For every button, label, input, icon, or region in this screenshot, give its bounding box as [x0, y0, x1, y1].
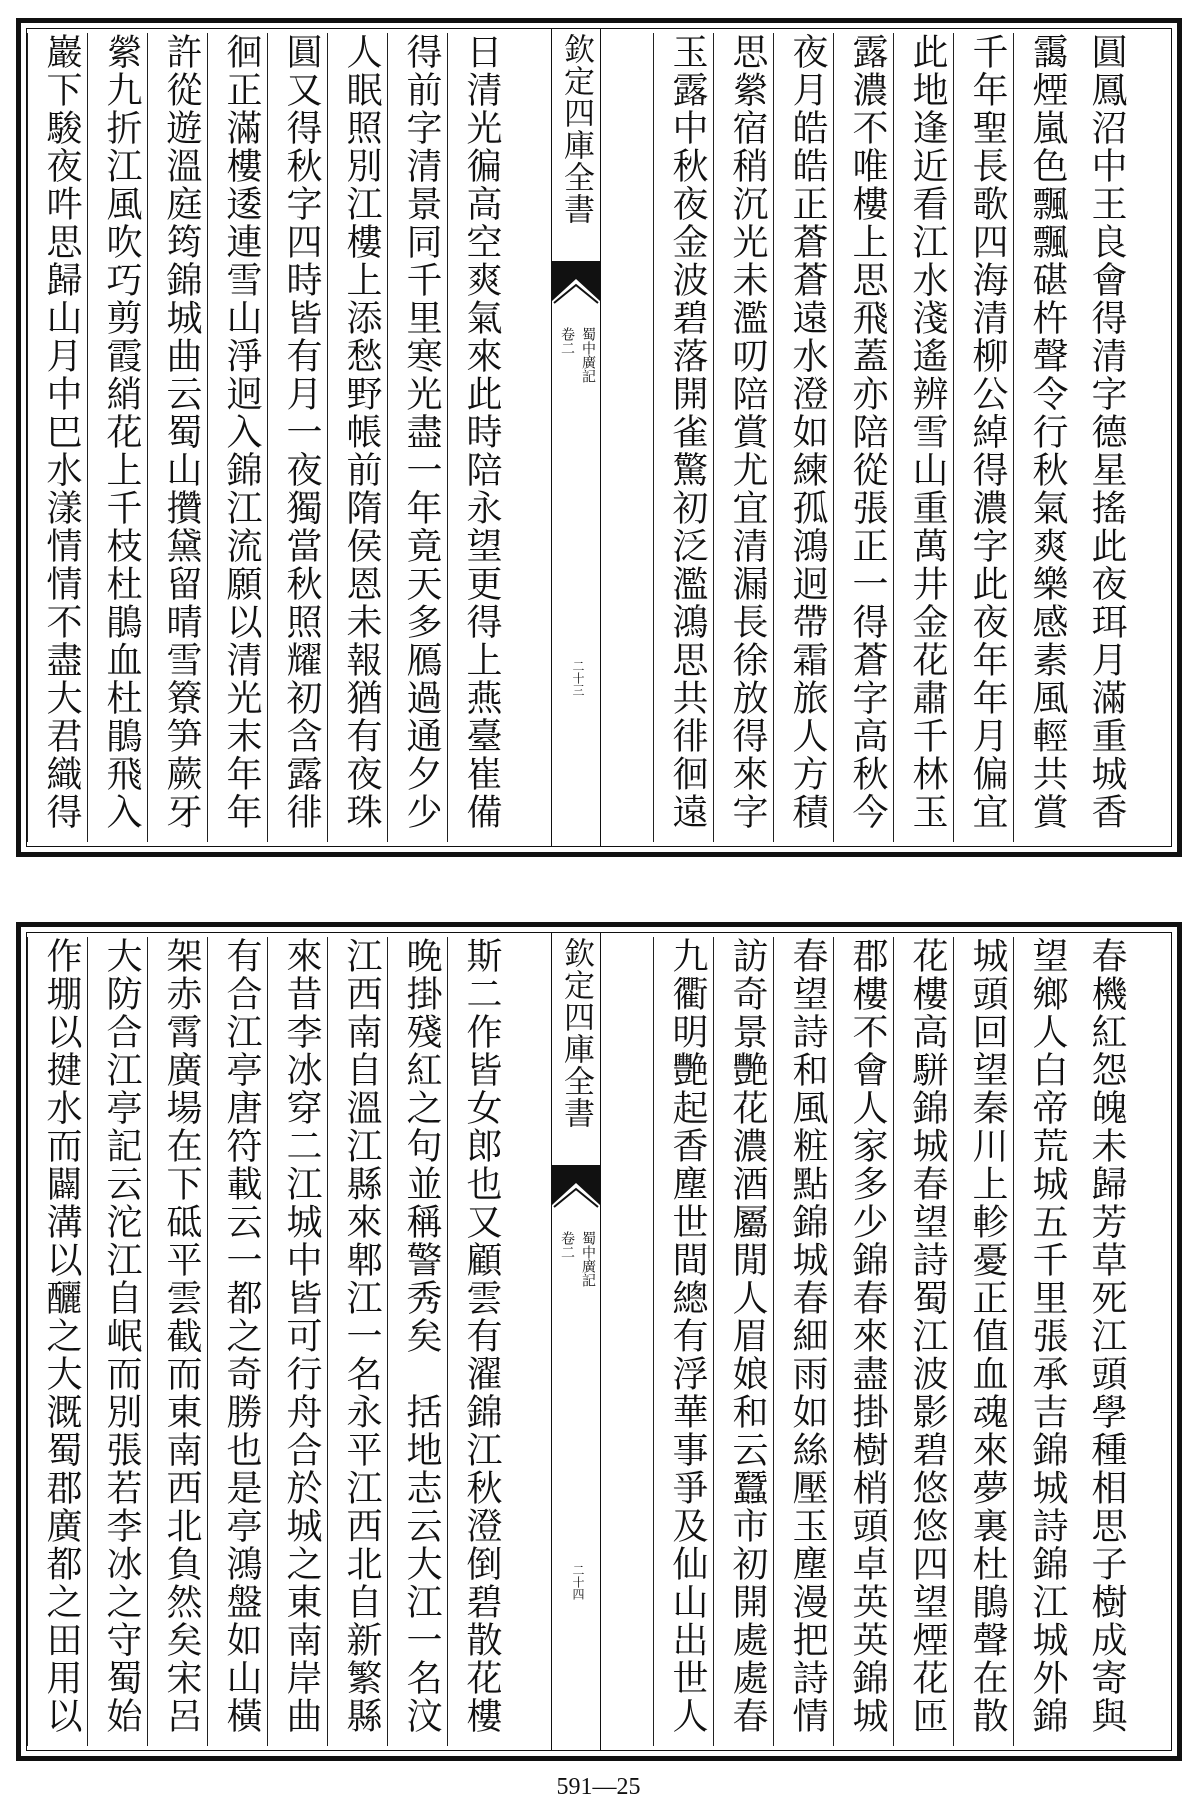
text-column: 九衢明艷起香塵世間總有浮華事爭及仙山出世人 [653, 937, 714, 1746]
text-column: 有合江亭唐符載云一都之奇勝也是亭鴻盤如山橫 [207, 937, 268, 1746]
page-number: 591—25 [556, 1774, 641, 1800]
text-column: 斯二作皆女郎也又顧雲有濯錦江秋澄倒碧散花樓 [447, 937, 508, 1746]
text-column: 郡樓不會人家多少錦春來盡掛樹梢頭卓英英錦城 [833, 937, 894, 1746]
fish-tail-icon [552, 261, 600, 305]
text-column: 露濃不唯樓上思飛蓋亦陪從張正一得蒼字高秋今 [833, 33, 894, 842]
page-top [16, 18, 1182, 857]
text-column: 許從遊溫庭筠錦城曲云蜀山攢黛留晴雪簝笋蕨牙 [147, 33, 208, 842]
text-column: 靄煙嵐色飄飄碪杵聲令行秋氣爽樂感素風輕共賞 [1013, 33, 1074, 842]
text-column: 架赤霄廣場在下砥平雲截而東南西北負然矣宋呂 [147, 937, 208, 1746]
text-column: 望鄉人白帝荒城五千里張承吉錦城詩錦江城外錦 [1013, 937, 1074, 1746]
text-column: 晚掛殘紅之句並稱警秀矣 括地志云大江一名汶 [387, 937, 448, 1746]
text-column: 得前字清景同千里寒光盡一年竟天多鴈過通夕少 [387, 33, 448, 842]
text-column: 圓又得秋字四時皆有月一夜獨當秋照耀初含露徘 [267, 33, 328, 842]
page-bottom-frame [26, 932, 1172, 1751]
text-column: 玉露中秋夜金波碧落開雀驚初泛濫鴻思共徘徊遠 [653, 33, 714, 842]
text-column: 徊正滿樓逶連雪山淨迥入錦江流願以清光末年年 [207, 33, 268, 842]
library-title: 欽定四庫全書 [558, 937, 594, 1129]
text-column: 大防合江亭記云沱江自岷而別張若李冰之守蜀始 [87, 937, 148, 1746]
fish-tail-icon [552, 1165, 600, 1209]
text-column: 夜月皓皓正蒼蒼遠水澄如練孤鴻迥帶霜旅人方積 [773, 33, 834, 842]
text-column: 千年聖長歌四海清柳公綽得濃字此夜年年月偏宜 [953, 33, 1014, 842]
juan-number: 卷二 [559, 327, 575, 355]
text-column: 訪奇景艷花濃酒屬閒人眉娘和云蠶市初開處處春 [713, 937, 774, 1746]
page-bottom [16, 922, 1182, 1761]
text-column: 花樓高駢錦城春望詩蜀江波影碧悠悠四望煙花匝 [893, 937, 954, 1746]
text-column: 圓鳳沼中王良會得清字德星搖此夜珥月滿重城香 [1086, 33, 1127, 831]
book-title: 蜀中廣記 [580, 1231, 596, 1287]
book-title: 蜀中廣記 [580, 327, 596, 383]
text-column: 人眠照別江樓上添愁野帳前隋侯恩未報猶有夜珠 [327, 33, 388, 842]
center-margin [551, 933, 601, 1750]
text-column: 春機紅怨魄未歸芳草死江頭學種相思子樹成寄與 [1086, 937, 1127, 1735]
center-margin [551, 29, 601, 846]
text-column: 日清光徧高空爽氣來此時陪永望更得上燕臺崔備 [447, 33, 508, 842]
library-title: 欽定四庫全書 [558, 33, 594, 225]
juan-number: 卷二 [559, 1231, 575, 1259]
text-column: 來昔李冰穿二江城中皆可行舟合於城之東南岸曲 [267, 937, 328, 1746]
text-column: 此地逢近看江水淺遙辨雪山重萬井金花肅千林玉 [893, 33, 954, 842]
folio-number: 二十三 [571, 660, 585, 696]
text-column: 城頭回望秦川上軫憂正值血魂來夢裏杜鵑聲在散 [953, 937, 1014, 1746]
page-top-frame [26, 28, 1172, 847]
folio-number: 二十四 [571, 1564, 585, 1600]
text-column: 巖下駿夜吽思歸山月中巴水漾情情不盡大君織得 [27, 33, 88, 842]
text-column: 思縈宿稍沉光未濫叨陪賞尤宜清漏長徐放得來字 [713, 33, 774, 842]
text-column: 江西南自溫江縣來郫江一名永平江西北自新繁縣 [327, 937, 388, 1746]
text-column: 縈九折江風吹巧剪霞綃花上千枝杜鵑血杜鵑飛入 [87, 33, 148, 842]
text-column: 春望詩和風粧點錦城春細雨如絲壓玉塵漫把詩情 [773, 937, 834, 1746]
text-column: 作堋以揵水而闢溝以釃之大溉蜀郡廣都之田用以 [27, 937, 88, 1746]
